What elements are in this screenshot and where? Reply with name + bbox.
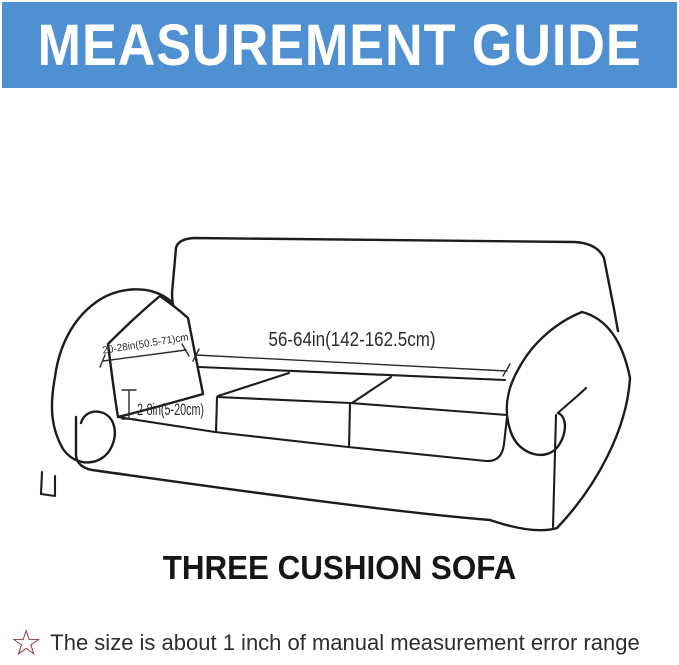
star-icon: ☆ (10, 621, 43, 663)
footnote-text: The size is about 1 inch of manual measurement error range (50, 629, 640, 655)
sofa-right-arm (507, 312, 630, 528)
page-title: MEASUREMENT GUIDE (37, 12, 642, 78)
header-banner (2, 2, 677, 88)
sofa-base (76, 417, 557, 530)
seat-height-label: 2-8in(5-20cm) (137, 400, 204, 419)
footnote (10, 620, 675, 665)
sofa-diagram (0, 185, 679, 545)
width-measurement-label: 56-64in(142-162.5cm) (268, 328, 436, 351)
arm-measurement-label: 20-28in(50.5-71)cm (101, 330, 195, 357)
tick-right (503, 364, 510, 376)
diagram-caption: THREE CUSHION SOFA (162, 549, 517, 586)
sofa-front-leg (41, 472, 55, 496)
